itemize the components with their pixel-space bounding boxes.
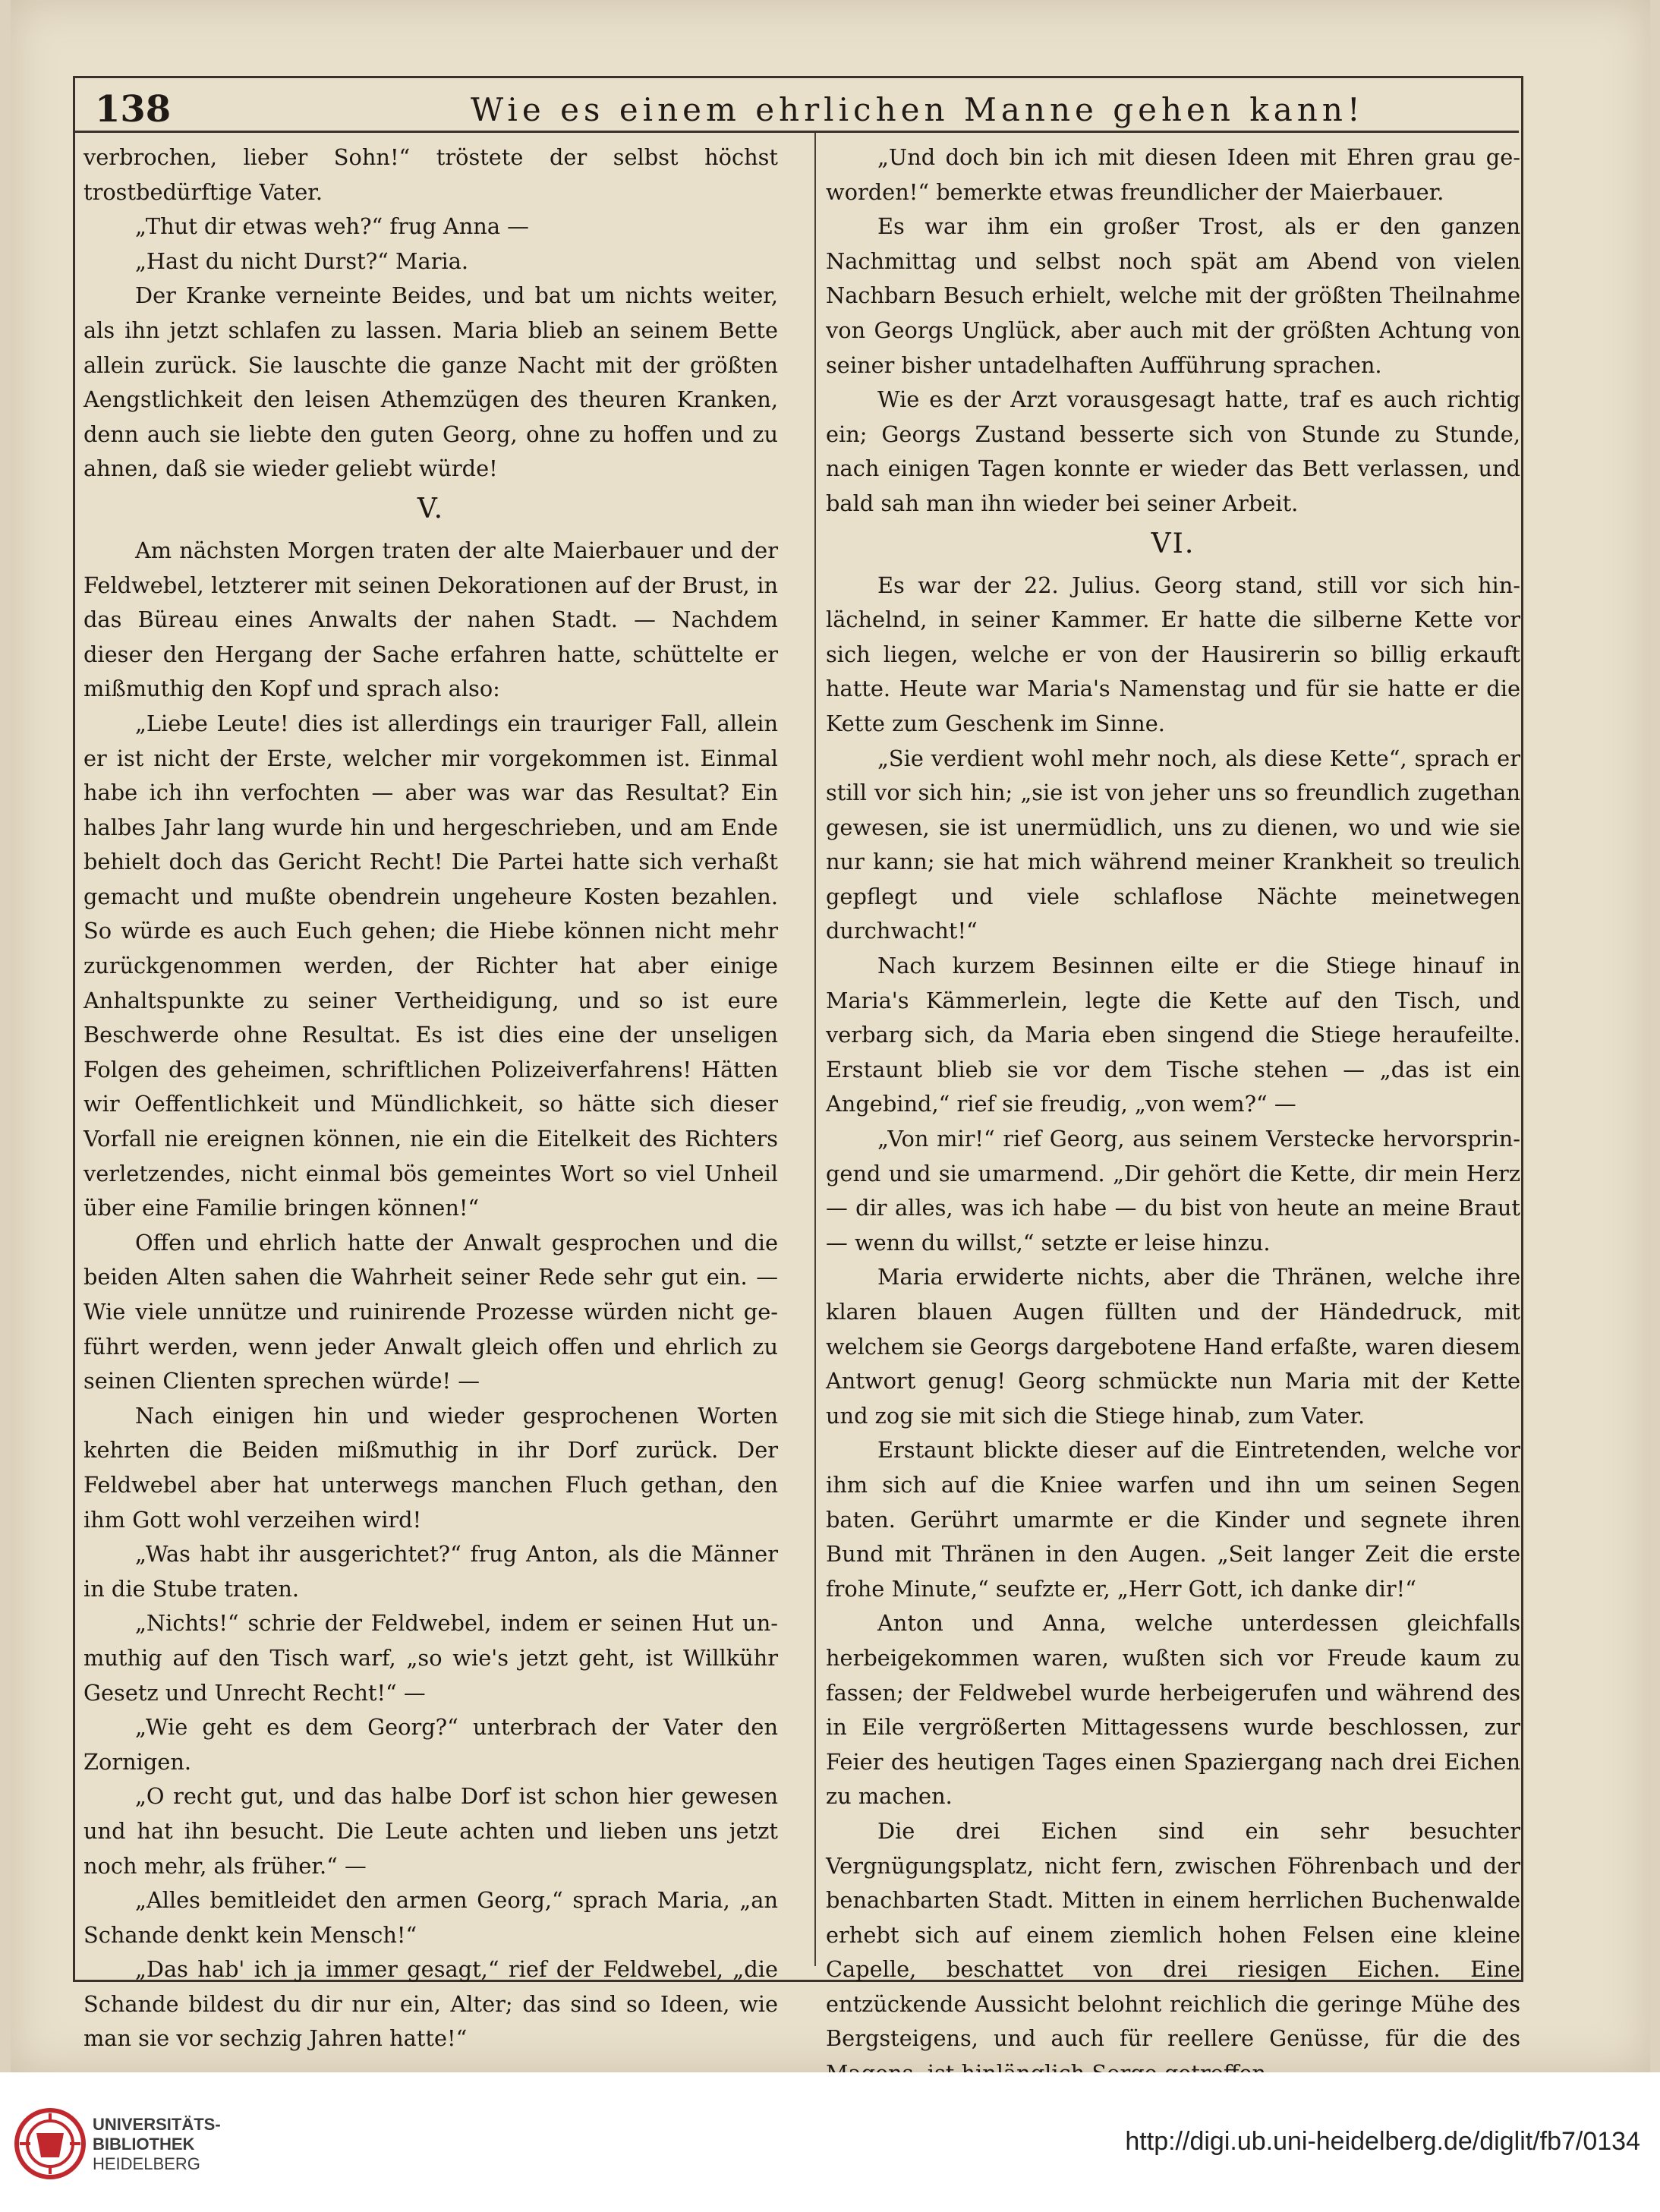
- page-number: 138: [95, 88, 172, 131]
- paragraph: Maria erwiderte nichts, aber die Thränen, welche ihre klaren blauen Augen füllten und der Händedruck, mit welchem sie Georgs dargebotene Hand erfaßte, waren diesem Antwort genug! Georg schmückte nun Maria mit der Kette und zog sie mit sich die Stiege hinab, zum Vater.: [826, 1264, 1520, 1429]
- paragraph: „Sie verdient wohl mehr noch, als diese Kette“, sprach er still vor sich hin; „sie ist von jeher uns so freundlich zugethan gewesen, sie ist unermüdlich, uns zu dienen, wo und wie sie nur kann; sie hat mich während meiner Krankheit so treulich gepflegt und viele schlaflose Nächte meinetwegen durchwacht!“: [826, 745, 1520, 944]
- header-rule: [73, 131, 1519, 133]
- paragraph: „Das hab' ich ja immer gesagt,“ rief der Feldwebel, „die Schande bildest du dir nur ein, Alter; das sind so Ideen, wie man sie vor sechzig Jahren hatte!“: [83, 1956, 778, 2052]
- running-title: Wie es einem ehrlichen Manne gehen kann!: [471, 91, 1365, 128]
- paragraph: „Und doch bin ich mit diesen Ideen mit Ehren grau geworden!“ bemerkte etwas freundlicher der Maierbauer.: [826, 144, 1520, 205]
- paragraph: „Nichts!“ schrie der Feldwebel, indem er seinen Hut unmuthig auf den Tisch warf, „so wie's jetzt geht, ist Willkühr Gesetz und Unrecht Recht!“ —: [83, 1610, 778, 1706]
- paragraph: „Von mir!“ rief Georg, aus seinem Verstecke hervorspringend und sie umarmend. „Dir gehört die Kette, dir mein Herz — dir alles, was ich habe — du bist von heute an meine Braut — wenn du willst,“ setzte er leise hinzu.: [826, 1126, 1520, 1256]
- paragraph: Erstaunt blickte dieser auf die Eintretenden, welche vor ihm sich auf die Kniee warfen und ihn um seinen Segen baten. Gerührt umarmte er die Kinder und segnete ihren Bund mit Thränen in den Augen. „Seit langer Zeit die erste frohe Minute,“ seufzte er, „Herr Gott, ich danke dir!“: [826, 1437, 1520, 1602]
- library-name-line: HEIDELBERG: [93, 2154, 200, 2173]
- paragraph: Der Kranke verneinte Beides, und bat um nichts weiter, als ihn jetzt schlafen zu lassen. Maria blieb an seinem Bette allein zurück. Sie lauschte die ganze Nacht mit der größten Aengstlichkeit den leisen Athemzügen des theuren Kranken, denn auch sie liebte den guten Georg, ohne zu hoffen und zu ahnen, daß sie wieder geliebt würde!: [83, 282, 778, 482]
- paragraph: Es war der 22. Julius. Georg stand, still vor sich hinlächelnd, in seiner Kammer. Er hatte die silberne Kette vor sich liegen, welche er von der Hausirerin so billig erkauft hatte. Heute war Maria's Namenstag und für sie hatte er die Kette zum Geschenk im Sinne.: [826, 572, 1520, 736]
- chapter-heading: VI.: [1151, 528, 1195, 559]
- paragraph: Es war ihm ein großer Trost, als er den ganzen Nachmittag und selbst noch spät am Abend von vielen Nachbarn Besuch erhielt, welche mit der größten Theilnahme von Georgs Unglück, aber auch mit der größten Achtung von seiner bisher untadelhaften Aufführung sprachen.: [826, 213, 1520, 378]
- paragraph: Nach einigen hin und wieder gesprochenen Worten kehrten die Beiden mißmuthig in ihr Dorf zurück. Der Feldwebel aber hat unterwegs manchen Fluch gethan, den ihm Gott wohl verzeihen wird!: [83, 1402, 778, 1533]
- library-name: [93, 2115, 221, 2174]
- paragraph: „Wie geht es dem Georg?“ unterbrach der Vater den Zornigen.: [83, 1714, 778, 1775]
- paragraph: „O recht gut, und das halbe Dorf ist schon hier gewesen und hat ihn besucht. Die Leute achten und lieben uns jetzt noch mehr, als früher.“ —: [83, 1783, 778, 1879]
- paragraph: „Alles bemitleidet den armen Georg,“ sprach Maria, „an Schande denkt kein Mensch!“: [83, 1887, 778, 1948]
- paragraph: Am nächsten Morgen traten der alte Maierbauer und der Feldwebel, letzterer mit seinen Dekorationen auf der Brust, in das Büreau eines Anwalts der nahen Stadt. — Nachdem dieser den Hergang der Sache erfahren hatte, schüttelte er mißmuthig den Kopf und sprach also:: [83, 537, 778, 702]
- paragraph: „Thut dir etwas weh?“ frug Anna —: [135, 213, 529, 240]
- paragraph: Offen und ehrlich hatte der Anwalt gesprochen und die beiden Alten sahen die Wahrheit seiner Rede sehr gut ein. — Wie viele unnütze und ruinirende Prozesse würden nicht geführt werden, wenn jeder Anwalt gleich offen und ehrlich zu seinen Clienten sprechen würde! —: [83, 1229, 778, 1394]
- library-name-line: BIBLIOTHEK: [93, 2135, 195, 2154]
- source-url[interactable]: http://digi.ub.uni-heidelberg.de/diglit/fb7/0134: [1125, 2127, 1640, 2156]
- paragraph: Die drei Eichen sind ein sehr besuchter Vergnügungsplatz, nicht fern, zwischen Föhrenbach und der benachbarten Stadt. Mitten in einem herrlichen Buchenwalde erhebt sich auf einem ziemlich hohen Felsen eine kleine Capelle, beschattet von drei riesigen Eichen. Eine entzückende Aussicht belohnt reichlich die geringe Mühe des Bergsteigens, und auch für reellere Genüsse, für die des: [826, 1817, 1520, 2052]
- paragraph: verbrochen, lieber Sohn!“ tröstete der selbst höchst trostbedürftige Vater.: [83, 144, 778, 205]
- paragraph: Nach kurzem Besinnen eilte er die Stiege hinauf in Maria's Kämmerlein, legte die Kette auf den Tisch, und verbarg sich, da Maria eben singend die Stiege heraufeilte. Erstaunt blieb sie vor dem Tische stehen — „das ist ein Angebind,“ rief sie freudig, „von wem?“ —: [826, 953, 1520, 1117]
- library-name-line: UNIVERSITÄTS-: [93, 2115, 221, 2134]
- paragraph: Wie es der Arzt vorausgesagt hatte, traf es auch richtig ein; Georgs Zustand besserte sich von Stunde zu Stunde, nach einigen Tagen konnte er wieder das Bett verlassen, und bald sah man ihn wieder bei seiner Arbeit.: [826, 386, 1520, 516]
- paragraph: „Was habt ihr ausgerichtet?“ frug Anton, als die Männer in die Stube traten.: [83, 1541, 778, 1602]
- right-column: [826, 140, 1520, 2091]
- university-seal-icon: [14, 2107, 87, 2180]
- chapter-heading: V.: [417, 493, 445, 525]
- paragraph: Anton und Anna, welche unterdessen gleichfalls herbeigekommen waren, wußten sich vor Freude kaum zu fassen; der Feldwebel wurde herbeigerufen und während des in Eile vergrößerten Mittagessens wurde beschlossen, zur Feier des heutigen Tages einen Spaziergang nach drei Eichen zu machen.: [826, 1610, 1520, 1810]
- left-column: [83, 140, 778, 2056]
- paragraph: „Liebe Leute! dies ist allerdings ein trauriger Fall, allein er ist nicht der Erste, welcher mir vorgekommen ist. Einmal habe ich ihn verfochten — aber was war das Resultat? Ein halbes Jahr lang wurde hin und hergeschrieben, und am Ende behielt doch das Gericht Recht! Die Partei hatte sich verhaßt gemacht und mußte obendrein ungeheure Kosten bezahlen. So würde es auch Euch gehen; die Hiebe können nicht mehr zurückgenommen werden, der Richter hat aber einige Anhaltspunkte zu seiner Vertheidigung, und so ist eure Beschwerde ohne Resultat. Es ist dies eine der unseligen Folgen des geheimen, schriftlichen Polizeiverfahrens! Hätten wir Oeffentlichkeit und Mündlichkeit, so hätte sich dieser Vorfall nie ereignen können, nie ein die Eitelkeit des Richters verletzendes, nicht einmal bös gemeintes Wort so viel Unheil über eine Familie bringen können!“: [83, 710, 778, 1221]
- paragraph: „Hast du nicht Durst?“ Maria.: [135, 247, 469, 274]
- column-divider: [814, 133, 816, 1966]
